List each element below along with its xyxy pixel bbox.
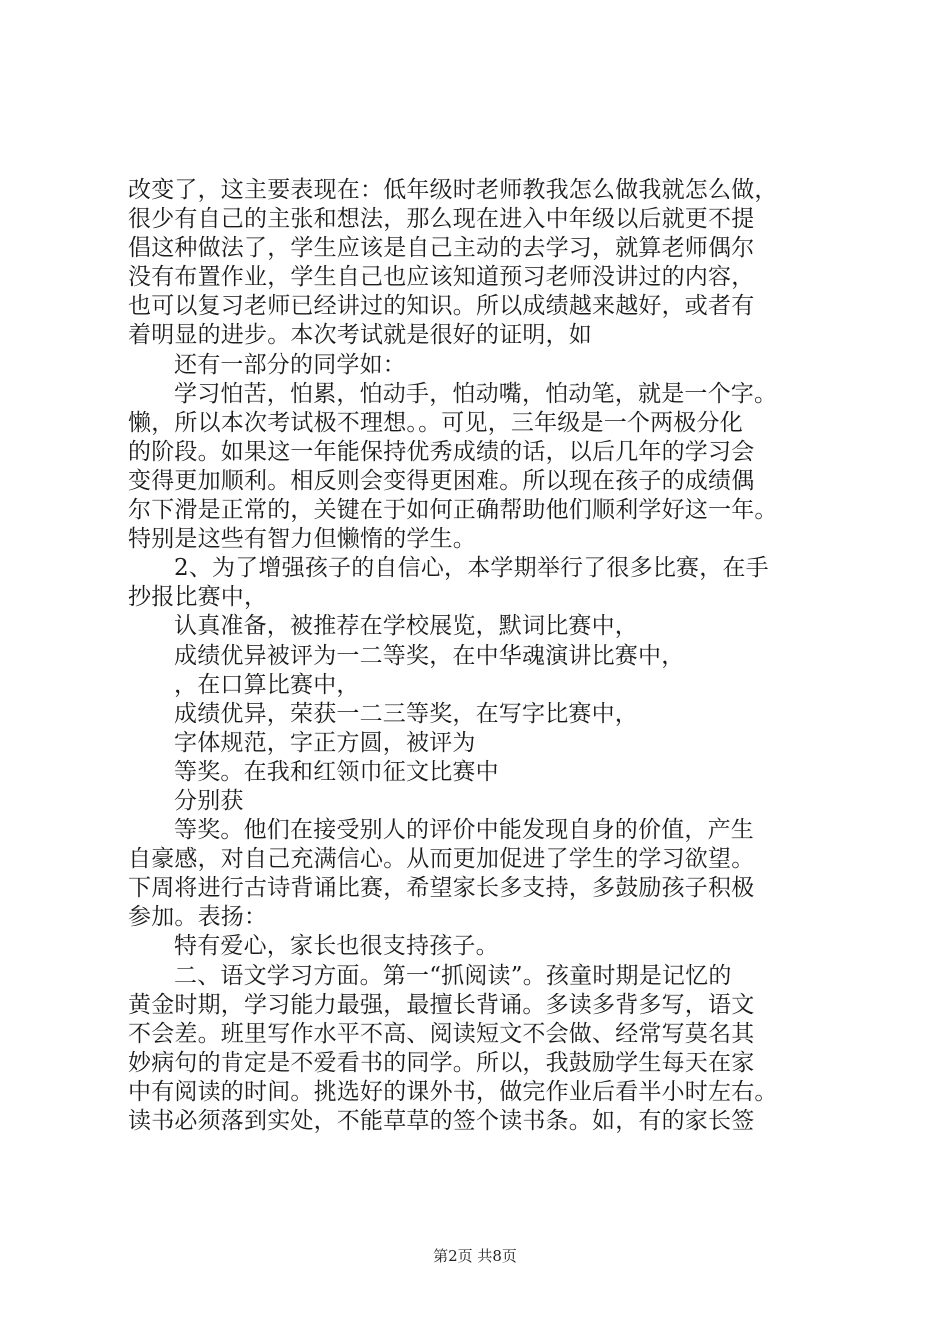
text-line: 下周将进行古诗背诵比赛，希望家长多支持，多鼓励孩子积极 xyxy=(128,875,755,902)
text-line: 很少有自己的主张和想法，那么现在进入中年级以后就更不提 xyxy=(128,206,755,233)
text-line: 成绩优异被评为一二等奖，在中华魂演讲比赛中， xyxy=(174,642,685,669)
document-body xyxy=(128,176,848,1136)
text-line: 读书必须落到实处，不能草草的签个读书条。如，有的家长签 xyxy=(128,1108,755,1134)
text-line: 抄报比赛中， xyxy=(128,584,268,611)
text-line: 不会差。班里写作水平不高、阅读短文不会做、经常写莫名其 xyxy=(128,1020,755,1047)
text-line: 没有布置作业，学生自己也应该知道预习老师没讲过的内容， xyxy=(128,264,755,291)
text-line: 自豪感，对自己充满信心。从而更加促进了学生的学习欲望。 xyxy=(128,846,755,873)
text-line: 字体规范，字正方圆，被评为 xyxy=(174,729,476,756)
text-line: 中有阅读的时间。挑选好的课外书，做完作业后看半小时左右。 xyxy=(128,1078,778,1105)
text-line: 分别获 xyxy=(174,787,244,814)
text-line: 尔下滑是正常的，关键在于如何正确帮助他们顺利学好这一年。 xyxy=(128,497,778,524)
text-line: 等奖。他们在接受别人的评价中能发现自身的价值，产生 xyxy=(174,817,754,844)
page-footer: 第2页 共8页 xyxy=(433,1247,517,1265)
text-line: 认真准备，被推荐在学校展览，默词比赛中， xyxy=(174,613,638,640)
text-line: 着明显的进步。本次考试就是很好的证明，如 xyxy=(128,322,592,349)
text-line: 成绩优异，荣获一二三等奖，在写字比赛中， xyxy=(174,700,638,727)
text-line: 也可以复习老师已经讲过的知识。所以成绩越来越好，或者有 xyxy=(128,293,755,320)
text-line: ，在口算比赛中， xyxy=(174,671,360,698)
text-line: 改变了，这主要表现在：低年级时老师教我怎么做我就怎么做， xyxy=(128,177,778,203)
text-line: 妙病句的肯定是不爱看书的同学。所以，我鼓励学生每天在家 xyxy=(128,1049,755,1076)
text-line: 特有爱心，家长也很支持孩子。 xyxy=(174,933,499,960)
text-line: 等奖。在我和红领巾征文比赛中 xyxy=(174,758,499,785)
text-line: 二、语文学习方面。第一“抓阅读”。孩童时期是记忆的 xyxy=(174,962,732,989)
text-line: 黄金时期，学习能力最强，最擅长背诵。多读多背多写，语文 xyxy=(128,991,755,1018)
text-line: 倡这种做法了，学生应该是自己主动的去学习，就算老师偶尔 xyxy=(128,235,755,262)
text-line: 还有一部分的同学如： xyxy=(174,351,406,378)
text-line: 参加。表扬： xyxy=(128,904,268,931)
text-line: 的阶段。如果这一年能保持优秀成绩的话，以后几年的学习会 xyxy=(128,438,755,465)
text-line: 特别是这些有智力但懒惰的学生。 xyxy=(128,526,476,553)
text-line: 学习怕苦，怕累，怕动手，怕动嘴，怕动笔，就是一个字。 xyxy=(174,380,778,407)
text-line: 变得更加顺利。相反则会变得更困难。所以现在孩子的成绩偶 xyxy=(128,467,755,494)
text-line: 懒，所以本次考试极不理想。。可见，三年级是一个两极分化 xyxy=(128,409,743,436)
text-line: 2、为了增强孩子的自信心，本学期举行了很多比赛，在手 xyxy=(174,555,769,582)
